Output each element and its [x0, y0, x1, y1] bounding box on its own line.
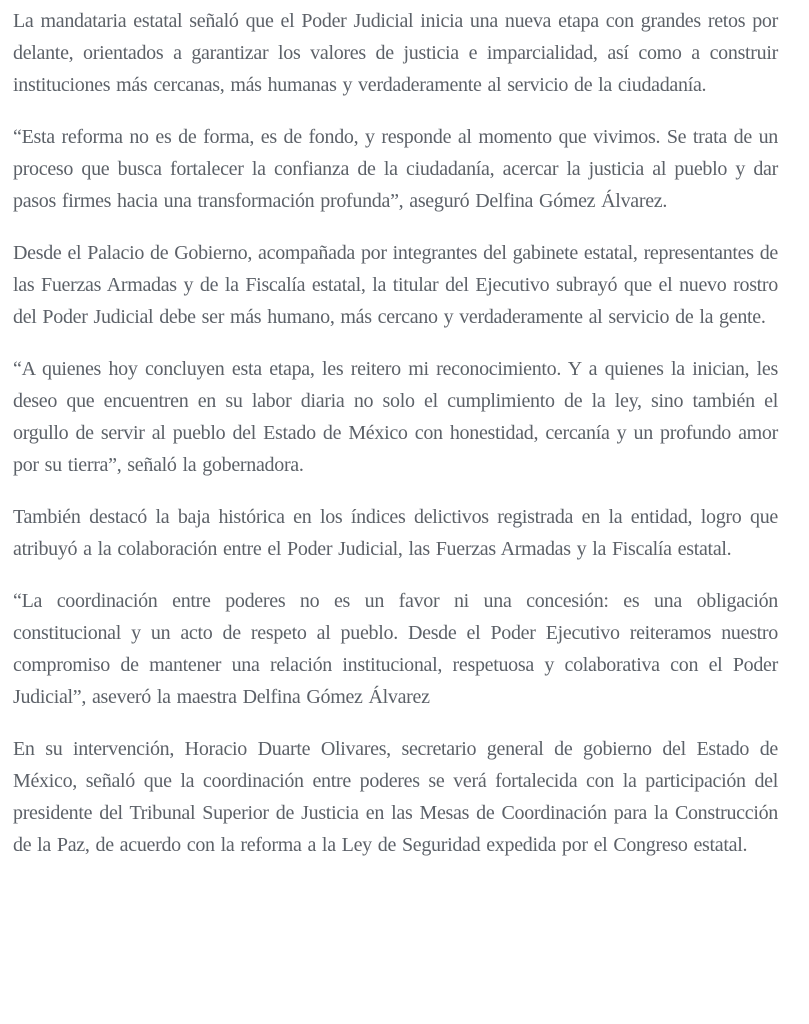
article-paragraph: También destacó la baja histórica en los índices delictivos registrada en la entidad, logro que atribuyó a la colaboración entre el Poder Judicial, las Fuerzas Armadas y la Fiscalía estatal. [13, 506, 778, 560]
article-paragraph: La mandataria estatal señaló que el Poder Judicial inicia una nueva etapa con grandes retos por delante, orientados a garantizar los valores de justicia e imparcialidad, así como a construir instituciones más cercanas, más humanas y verdaderamente al servicio de la ciudadanía. [13, 10, 778, 96]
article-paragraph: En su intervención, Horacio Duarte Olivares, secretario general de gobierno del Estado de México, señaló que la coordinación entre poderes se verá fortalecida con la participación del presidente del Tribunal Superior de Justicia en las Mesas de Coordinación para la Construcción de la Paz, de acuerdo con la reforma a la Ley de Seguridad expedida por el Congreso estatal. [13, 738, 778, 856]
article-paragraph: Desde el Palacio de Gobierno, acompañada por integrantes del gabinete estatal, representantes de las Fuerzas Armadas y de la Fiscalía estatal, la titular del Ejecutivo subrayó que el nuevo rostro del Poder Judicial debe ser más humano, más cercano y verdaderamente al servicio de la gente. [13, 242, 778, 328]
article-paragraph: “La coordinación entre poderes no es un favor ni una concesión: es una obligación constitucional y un acto de respeto al pueblo. Desde el Poder Ejecutivo reiteramos nuestro compromiso de mantener una relación institucional, respetuosa y colaborativa con el Poder Judicial”, aseveró la maestra Delfina Gómez Álvarez [13, 590, 778, 708]
article-paragraph: “Esta reforma no es de forma, es de fondo, y responde al momento que vivimos. Se trata de un proceso que busca fortalecer la confianza de la ciudadanía, acercar la justicia al pueblo y dar pasos firmes hacia una transformación profunda”, aseguró Delfina Gómez Álvarez. [13, 126, 778, 212]
article-paragraph: “A quienes hoy concluyen esta etapa, les reitero mi reconocimiento. Y a quienes la inician, les deseo que encuentren en su labor diaria no solo el cumplimiento de la ley, sino también el orgullo de servir al pueblo del Estado de México con honestidad, cercanía y un profundo amor por su tierra”, señaló la gobernadora. [13, 358, 778, 476]
